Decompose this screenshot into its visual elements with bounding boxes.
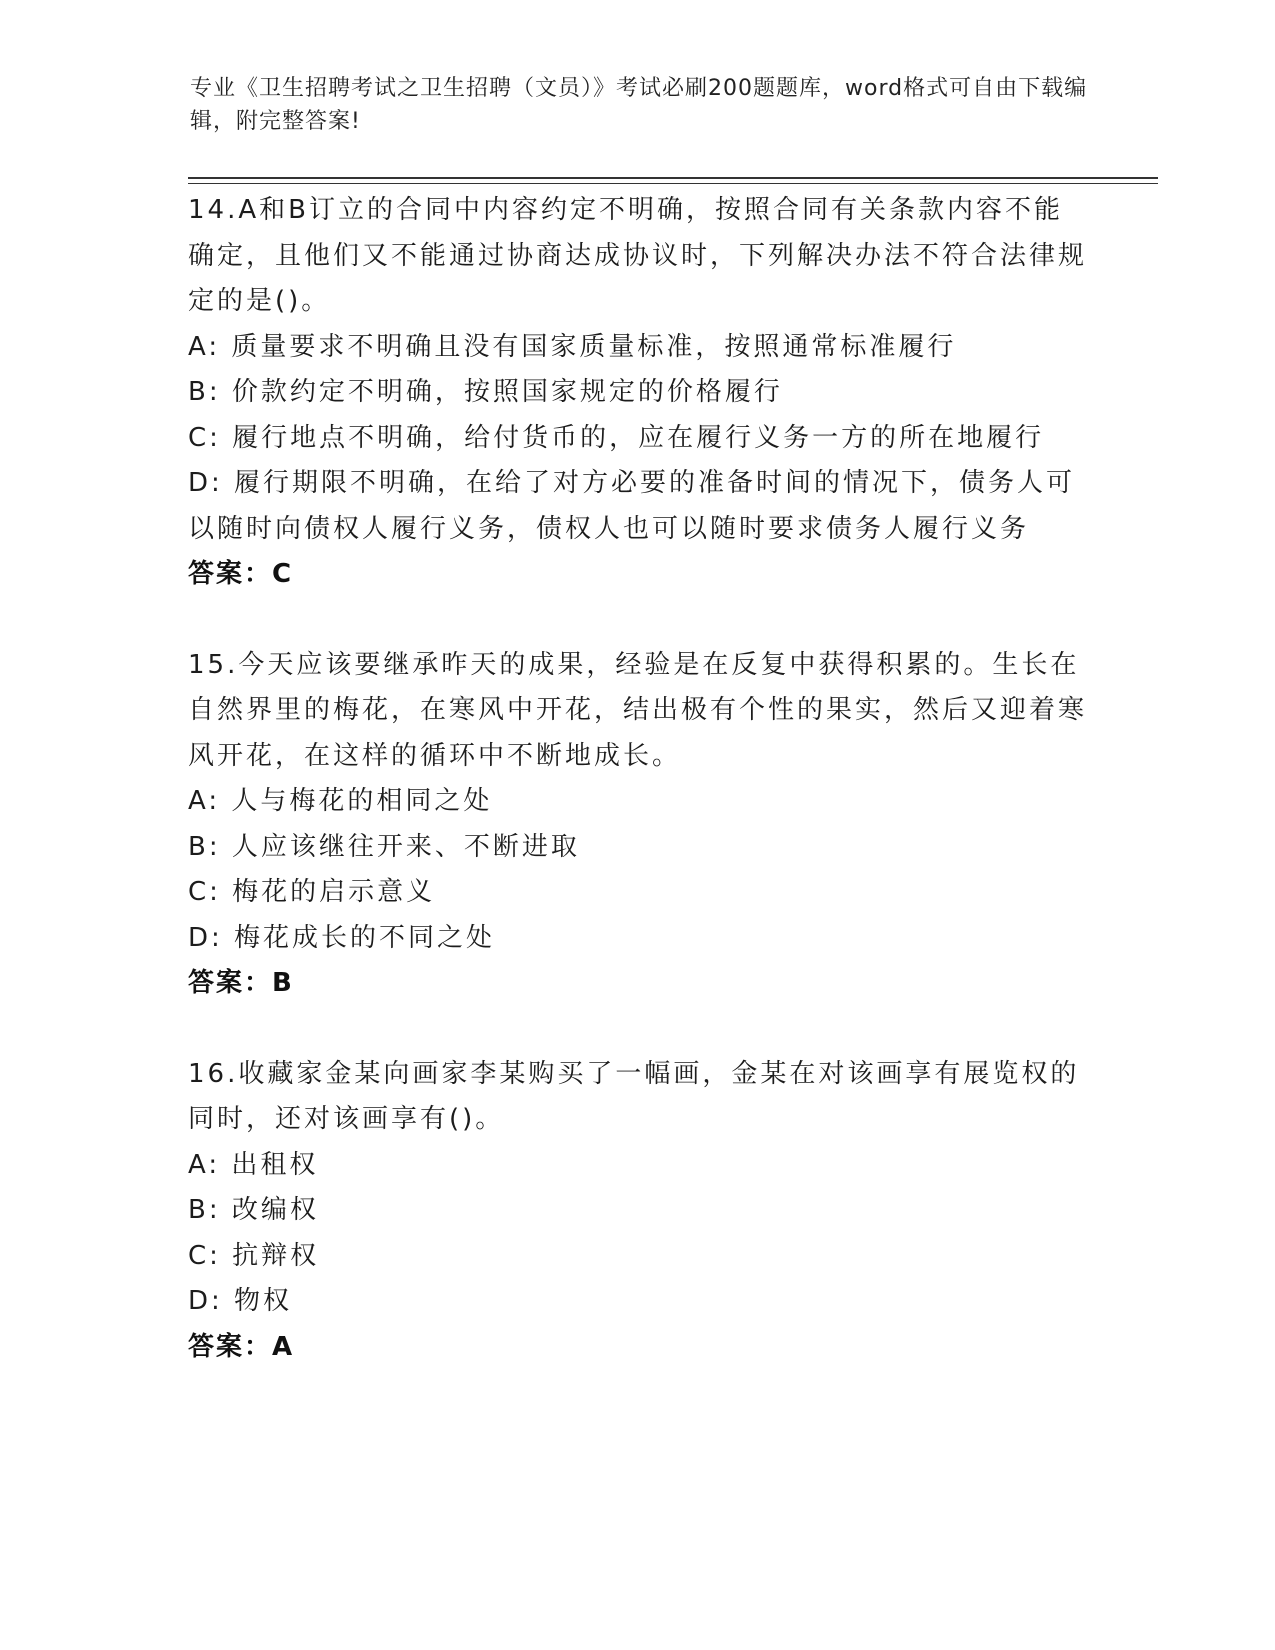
- option-c: C: 抗辩权: [188, 1240, 320, 1271]
- option-d: D: 梅花成长的不同之处: [188, 922, 496, 953]
- question-16: [188, 1052, 1088, 1371]
- option-c: C: 梅花的启示意义: [188, 877, 436, 907]
- question-list: [188, 188, 1088, 1370]
- answer: 答案：C: [188, 559, 294, 589]
- header-divider-thick: [188, 177, 1158, 179]
- option-a: A: 人与梅花的相同之处: [188, 786, 493, 816]
- option-b: B: 改编权: [188, 1195, 319, 1225]
- answer: 答案：A: [188, 1331, 295, 1362]
- option-c: C: 履行地点不明确，给付货币的，应在履行义务一方的所在地履行: [188, 422, 1045, 453]
- question-14: [188, 188, 1088, 598]
- header-divider-thin: [188, 183, 1158, 184]
- question-spacer: [188, 1007, 1088, 1052]
- question-stem: 15.今天应该要继承昨天的成果，经验是在反复中获得积累的。生长在自然界里的梅花，在寒风中开花，结出极有个性的果实，然后又迎着寒风开花，在这样的循环中不断地成长。: [188, 649, 1088, 771]
- question-stem: 14.A和B订立的合同中内容约定不明确，按照合同有关条款内容不能确定，且他们又不能通过协商达成协议时，下列解决办法不符合法律规定的是()。: [188, 195, 1088, 316]
- option-b: B: 价款约定不明确，按照国家规定的价格履行: [188, 377, 783, 407]
- option-b: B: 人应该继往开来、不断进取: [188, 831, 580, 862]
- option-a: A: 质量要求不明确且没有国家质量标准，按照通常标准履行: [188, 331, 957, 362]
- option-d: D: 物权: [188, 1286, 293, 1316]
- question-spacer: [188, 598, 1088, 643]
- question-15: [188, 643, 1088, 1007]
- question-stem: 16.收藏家金某向画家李某购买了一幅画，金某在对该画享有展览权的同时，还对该画享有()。: [188, 1058, 1080, 1134]
- document-header: 专业《卫生招聘考试之卫生招聘（文员）》考试必刷200题题库，word格式可自由下载编辑，附完整答案!: [190, 76, 1088, 134]
- option-d: D: 履行期限不明确，在给了对方必要的准备时间的情况下，债务人可以随时向债权人履行义务，债权人也可以随时要求债务人履行义务: [188, 468, 1076, 544]
- option-a: A: 出租权: [188, 1149, 319, 1180]
- answer: 答案：B: [188, 968, 294, 998]
